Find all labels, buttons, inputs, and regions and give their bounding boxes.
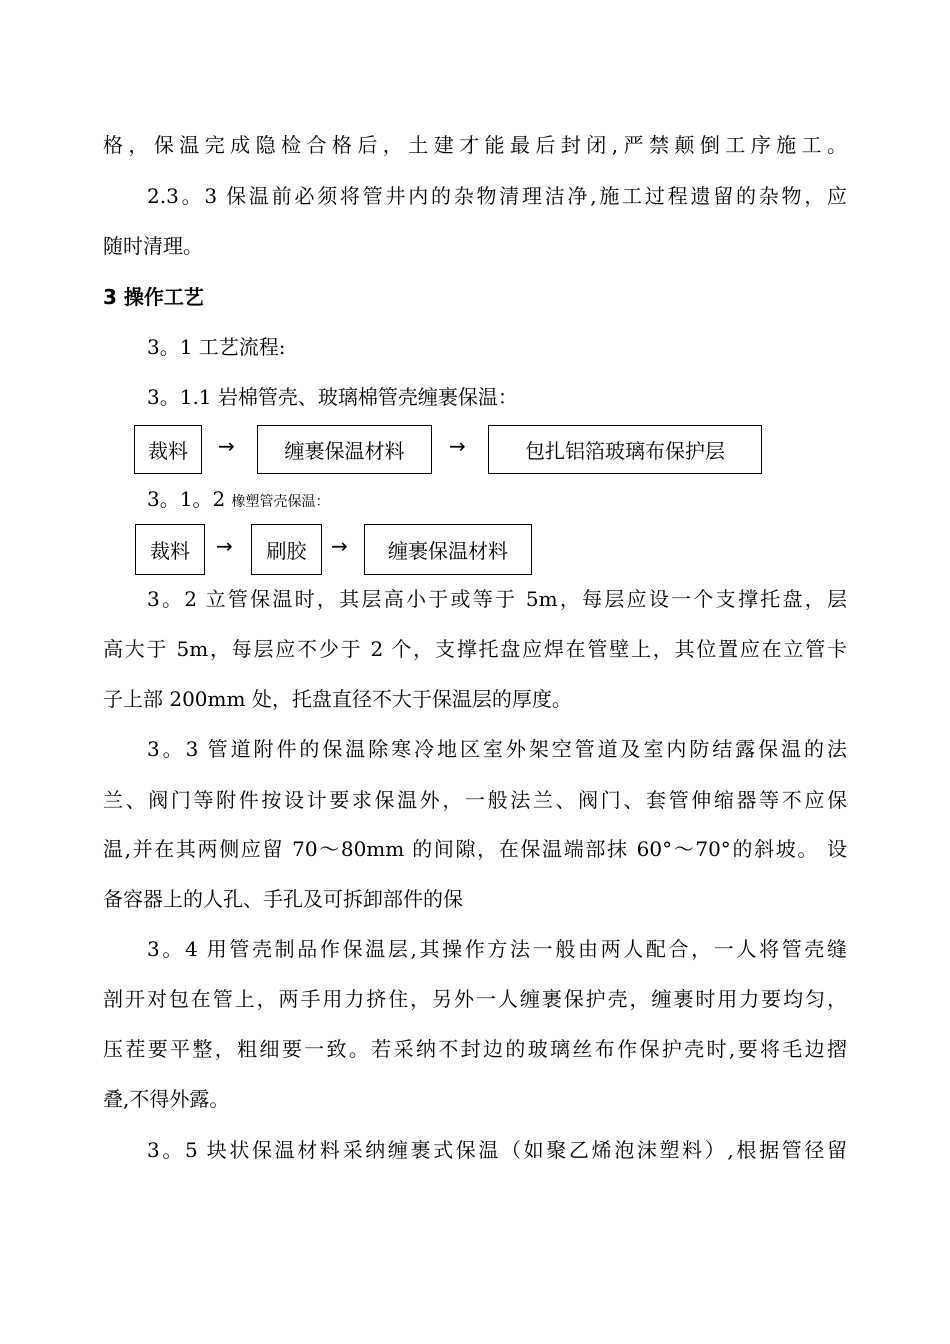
- flow-step-box: 缠裹保温材料: [364, 524, 532, 575]
- paragraph-line: 剖开对包在管上，两手用力挤住，另外一人缠裹保护壳，缠裹时用力要均匀，: [103, 987, 847, 1011]
- paragraph-line: 子上部 200mm 处，托盘直径不大于保温层的厚度。: [103, 687, 572, 711]
- arrow-icon: →: [331, 534, 348, 558]
- paragraph-line: 3。4 用管壳制品作保温层,其操作方法一般由两人配合，一人将管壳缝: [147, 937, 847, 961]
- subsection-title: 3。1 工艺流程:: [147, 335, 286, 359]
- flow-step-box: 刷胶: [251, 524, 322, 575]
- paragraph-line: 温,并在其两侧应留 70～80mm 的间隙，在保温端部抹 60°～70°的斜坡。 设: [103, 837, 847, 861]
- paragraph-line: 3。2 立管保温时，其层高小于或等于 5m，每层应设一个支撑托盘，层: [147, 587, 847, 611]
- paragraph-line: 格，保温完成隐检合格后，土建才能最后封闭,严禁颠倒工序施工。: [103, 133, 847, 157]
- paragraph-line: 兰、阀门等附件按设计要求保温外，一般法兰、阀门、套管伸缩器等不应保: [103, 788, 847, 812]
- paragraph-line: 3。3 管道附件的保温除寒冷地区室外架空管道及室内防结露保温的法: [147, 737, 847, 761]
- arrow-icon: →: [449, 434, 466, 458]
- subsection-title: 3。1.1 岩棉管壳、玻璃棉管壳缠裹保温：: [147, 385, 518, 409]
- arrow-icon: →: [218, 434, 235, 458]
- subsection-label: 橡塑管壳保温：: [231, 494, 330, 510]
- flow-step-box: 裁料: [135, 524, 205, 575]
- paragraph-line: 高大于 5m，每层应不少于 2 个，支撑托盘应焊在管壁上，其位置应在立管卡: [103, 637, 847, 661]
- paragraph-line: 备容器上的人孔、手孔及可拆卸部件的保: [103, 887, 463, 911]
- arrow-icon: →: [216, 534, 233, 558]
- subsection-title: [147, 485, 330, 516]
- paragraph-line: 压茬要平整，粗细要一致。若采纳不封边的玻璃丝布作保护壳时,要将毛边摺: [103, 1037, 847, 1061]
- paragraph-line: 叠,不得外露。: [103, 1087, 230, 1111]
- paragraph-line: 3。5 块状保温材料采纳缠裹式保温（如聚乙烯泡沫塑料）,根据管径留: [147, 1138, 847, 1162]
- paragraph-line: 2.3。3 保温前必须将管井内的杂物清理洁净,施工过程遗留的杂物，应: [147, 184, 847, 208]
- flow-step-box: 包扎铝箔玻璃布保护层: [488, 425, 762, 474]
- section-heading: 3 操作工艺: [103, 285, 204, 309]
- subsection-number: 3。1。2: [147, 487, 226, 511]
- flow-step-box: 缠裹保温材料: [257, 425, 432, 474]
- flow-step-box: 裁料: [134, 425, 202, 474]
- paragraph-line: 随时清理。: [103, 234, 203, 258]
